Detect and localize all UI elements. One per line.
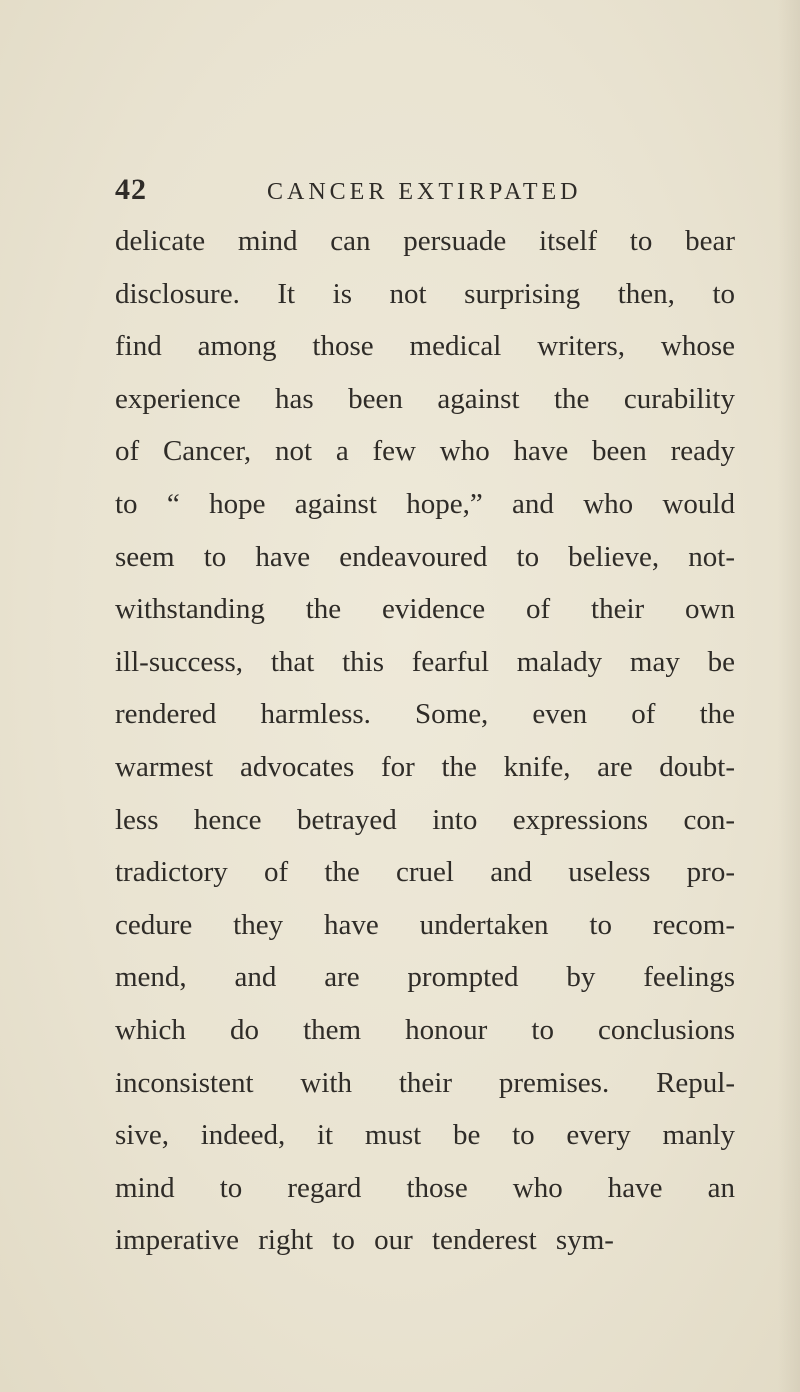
page-header — [115, 170, 715, 210]
text-line: delicate mind can persuade itself to bear — [115, 225, 735, 257]
text-line: experience has been against the curability — [115, 382, 735, 415]
text-line: seem to have endeavoured to believe, not- — [115, 540, 735, 573]
text-line: sive, indeed, it must be to every manly — [115, 1119, 735, 1152]
page-edge-shadow — [778, 0, 800, 1392]
text-line: imperative right to our tenderest sym- — [115, 1224, 614, 1257]
text-line: withstanding the evidence of their own — [115, 593, 735, 626]
page-number: 42 — [115, 173, 147, 206]
body-text — [115, 215, 735, 1267]
text-line: disclosure. It is not surprising then, to — [115, 277, 735, 310]
text-line: cedure they have undertaken to recom- — [115, 908, 735, 941]
text-line: tradictory of the cruel and useless pro- — [115, 856, 735, 889]
text-line: to “ hope against hope,” and who would — [115, 487, 735, 520]
text-line: less hence betrayed into expressions con- — [115, 803, 735, 836]
text-line: find among those medical writers, whose — [115, 330, 735, 363]
text-line: mind to regard those who have an — [115, 1171, 735, 1204]
text-line: warmest advocates for the knife, are doubt- — [115, 750, 735, 783]
text-line: which do them honour to conclusions — [115, 1013, 735, 1046]
text-line: ill-success, that this fearful malady may be — [115, 645, 735, 678]
text-line: mend, and are prompted by feelings — [115, 961, 735, 994]
text-line: of Cancer, not a few who have been ready — [115, 435, 735, 468]
text-line: rendered harmless. Some, even of the — [115, 698, 735, 731]
text-line: inconsistent with their premises. Repul- — [115, 1066, 735, 1099]
running-title: CANCER EXTIRPATED — [267, 179, 582, 205]
